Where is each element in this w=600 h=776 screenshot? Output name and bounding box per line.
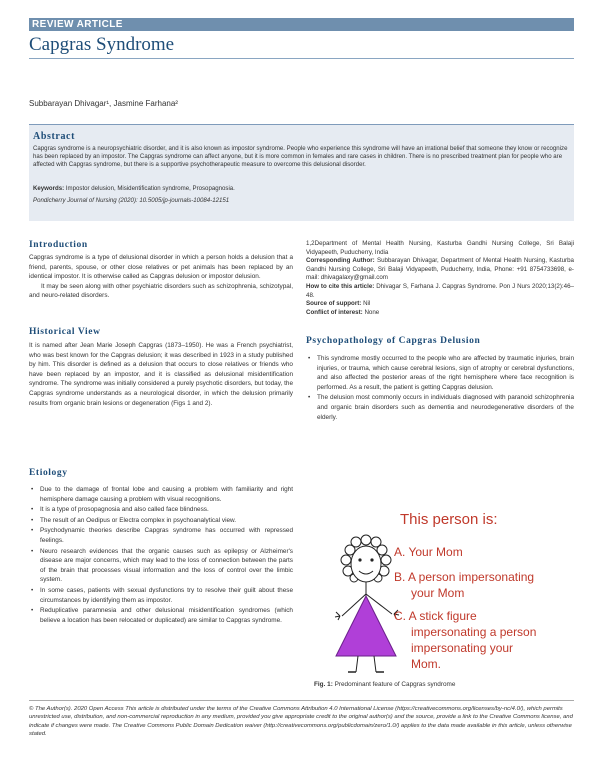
stick-figure-illustration [306,508,574,676]
conflict-of-interest-label: Conflict of interest: [306,308,363,316]
abstract-keywords [33,185,569,192]
historical-view-body [29,341,293,408]
article-type-banner: REVIEW ARTICLE [29,18,574,31]
author-affiliation-block [306,240,574,317]
title-divider [29,58,574,59]
conflict-of-interest-value: None [364,308,380,316]
how-to-cite-text: Dhivagar S, Farhana J. Capgras Syndrome. Pon J Nurs 2020;13(2):46–48. [306,282,574,299]
figure-caption [314,681,455,688]
introduction-body [29,253,293,301]
introduction-paragraph-1: Capgras syndrome is a type of delusional disorder in which a person holds a delusion that a friend, parents, spouse, or other close relatives or pet animals has been replaced by an identical impostor. It is otherwise called as Capgras delusion or impostor delusion. [29,254,293,281]
dress [336,596,396,656]
list-item: • This syndrome mostly occurred to the people who are affected by traumatic injuries, brain injuries, or trauma, which cause cerebral lesions, sign of atrophy or cerebral dysfunctions, and also affected the posterior areas of the right hemisphere where face recognition is performed. As a result, the patient is getting Capgras delusion. [306,354,574,392]
corresponding-author-label: Corresponding Author: [306,257,375,265]
list-item: • The result of an Oedipus or Electra complex in psychoanalytical view. [29,516,293,526]
how-to-cite-label: How to cite this article: [306,282,375,290]
source-of-support-label: Source of support: [306,300,362,308]
corresponding-author-details: Subbarayan Dhivagar, Department of Mental Health Nursing, Kasturba Gandhi Nursing College, Sri Balaji Vidyapeeth, Puducherry, India, Phone: +91 8754733698, e-mail: dhivagalaxy@gmail.com [306,257,574,282]
keywords-value: Impostor delusion, Misidentification syndrome, Prosopagnosia. [65,185,235,192]
etiology-list [29,485,293,626]
figure-option-b-line1: B. A person impersonating [394,570,535,584]
abstract-box [29,124,574,221]
article-title: Capgras Syndrome [29,34,175,55]
historical-view-heading: Historical View [29,327,101,337]
list-item: • It is a type of prosopagnosia and also called face blindness. [29,505,293,515]
figure-option-c-line1: C. A stick figure [394,609,477,623]
journal-citation: Pondicherry Journal of Nursing (2020): 10.5005/jp-journals-10084-12151 [33,197,230,204]
figure-title: This person is: [400,511,498,528]
figure-1 [306,508,574,676]
abstract-text: Capgras syndrome is a neuropsychiatric disorder, and it is also known as impostor syndrome. People who experience this syndrome will have an irrational belief that someone they know or recognize has been replaced by an impostor. The Capgras syndrome can affect anyone, but it is more common in females and rare cases in children. There is no prescribed treatment plan for people who are affected with Capgras syndrome, but there is a supportive psychotherapeutic measure to overcome this delusional disorder. [33,145,568,169]
psychopathology-list [306,354,574,423]
list-item: • Neuro research evidences that the organic causes such as epilepsy or Alzheimer's disease are major concerns, which may lead to the loss of connection between the parts of the brain that processes visual information and the loss of control over the limbic system. [29,547,293,585]
psychopathology-heading: Psychopathology of Capgras Delusion [306,336,481,346]
introduction-heading: Introduction [29,240,88,250]
abstract-heading: Abstract [33,131,76,142]
department-affiliation: 1,2Department of Mental Health Nursing, Kasturba Gandhi Nursing College, Sri Balaji Vidyapeeth, Puducherry, India [306,240,574,256]
corresponding-author [306,257,574,283]
author-list: Subbarayan Dhivagar¹, Jasmine Farhana² [29,99,178,108]
figure-option-c-line4: Mom. [411,657,441,671]
list-item: • The delusion most commonly occurs in individuals diagnosed with paranoid schizophrenia and organic brain disorders such as dementia and neurodegenerative disorders of the elderly. [306,393,574,422]
license-footer: © The Author(s). 2020 Open Access This article is distributed under the terms of the Creative Commons Attribution 4.0 International License (https://creativecommons.org/licenses/by-nc/4.0/), which permits unrestricted use, distribution, and non-commercial reproduction in any medium, provided you give appropriate credit to the original author(s) and the source, provide a link to the Creative Commons license, and indicate if changes were made. The Creative Commons Public Domain Dedication waiver (http://creativecommons.org/publicdomain/zero/1.0/) applies to the data made available in this article, unless otherwise stated. [29,706,573,738]
figure-caption-text: Predominant feature of Capgras syndrome [334,681,456,688]
figure-option-a: A. Your Mom [394,545,463,559]
footer-divider [29,700,574,701]
list-item: • Reduplicative paramnesia and other delusional misidentification syndromes (which believe a location has been relocated or duplicated) are similar to Capgras syndrome. [29,606,293,625]
figure-option-c-line2: impersonating a person [411,625,537,639]
list-item: • Psychodynamic theories describe Capgras syndrome has occurred with repressed feelings. [29,526,293,545]
keywords-label: Keywords: [33,185,65,192]
introduction-paragraph-2: It may be seen along with other psychiatric disorders such as schizophrenia, schizotypal, and neuro-related disorders. [29,282,293,300]
list-item: • In some cases, patients with sexual dysfunctions try to resolve their guilt about these circumstances by identifying them as impostor. [29,586,293,605]
conflict-of-interest [306,309,574,318]
historical-view-paragraph: It is named after Jean Marie Joseph Capgras (1873–1950). He was a French psychiatrist, who was best known for the Capgras delusion; it was described in 1923 in a study published by him. This disorder is defined as a delusion that occurs to close relatives or friends who have been replaced by an impostor, and it is classified as delusional misidentification syndrome. The syndrome was initially considered a purely psychotic disorders, but today, the Capgras syndrome understands as a neurological disorder, in which the delusion primarily results from organic brain lesions or degeneration (Figs 1 and 2). [29,342,293,407]
how-to-cite [306,283,574,300]
source-of-support [306,300,574,309]
figure-option-b-line2: your Mom [411,586,465,600]
face [351,546,381,582]
list-item: • Due to the damage of frontal lobe and causing a problem with familiarity and right hemisphere damage causing a problem with visual recognitions. [29,485,293,504]
source-of-support-value: Nil [363,300,371,308]
figure-caption-label: Fig. 1: [314,681,333,688]
figure-option-c-line3: impersonating your [411,641,514,655]
etiology-heading: Etiology [29,468,68,478]
